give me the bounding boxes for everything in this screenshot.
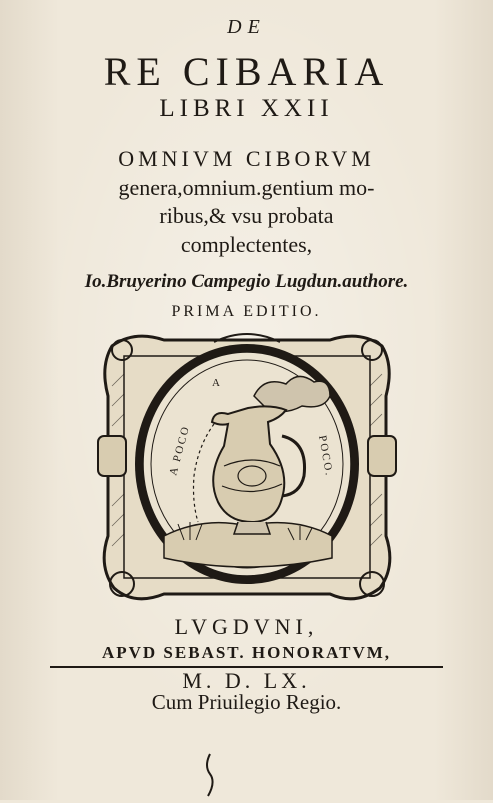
author-line: Io.Bruyerino Campegio Lugdun.authore.: [84, 271, 409, 292]
edition-line: PRIMA EDITIO.: [171, 303, 322, 320]
book-title-volumes: LIBRI XXII: [159, 95, 334, 122]
imprint-privilege: Cum Priuilegio Regio.: [151, 690, 342, 714]
subtitle-line-1: OMNIVM CIBORVM: [118, 146, 375, 171]
bookmark-ribbon-mark: [200, 752, 220, 798]
subtitle-line-4: complectentes,: [180, 232, 313, 257]
subtitle-line-3: ribus,& vsu probata: [159, 203, 334, 228]
device-motto-right: POCO.: [316, 434, 336, 478]
device-motto-left: A POCO: [167, 423, 193, 477]
book-title: RE CIBARIA: [103, 49, 390, 94]
imprint-city: LVGDVNI,: [174, 614, 319, 639]
imprint-publisher: APVD SEBAST. HONORATVM,: [101, 643, 392, 662]
imprint-year: M. D. LX.: [182, 668, 311, 693]
device-motto-top: A: [212, 377, 222, 389]
subtitle-line-2: genera,omnium.gentium mo-: [118, 175, 375, 200]
printer-device-woodcut: [94, 326, 400, 608]
title-prefix: DE: [227, 16, 266, 38]
